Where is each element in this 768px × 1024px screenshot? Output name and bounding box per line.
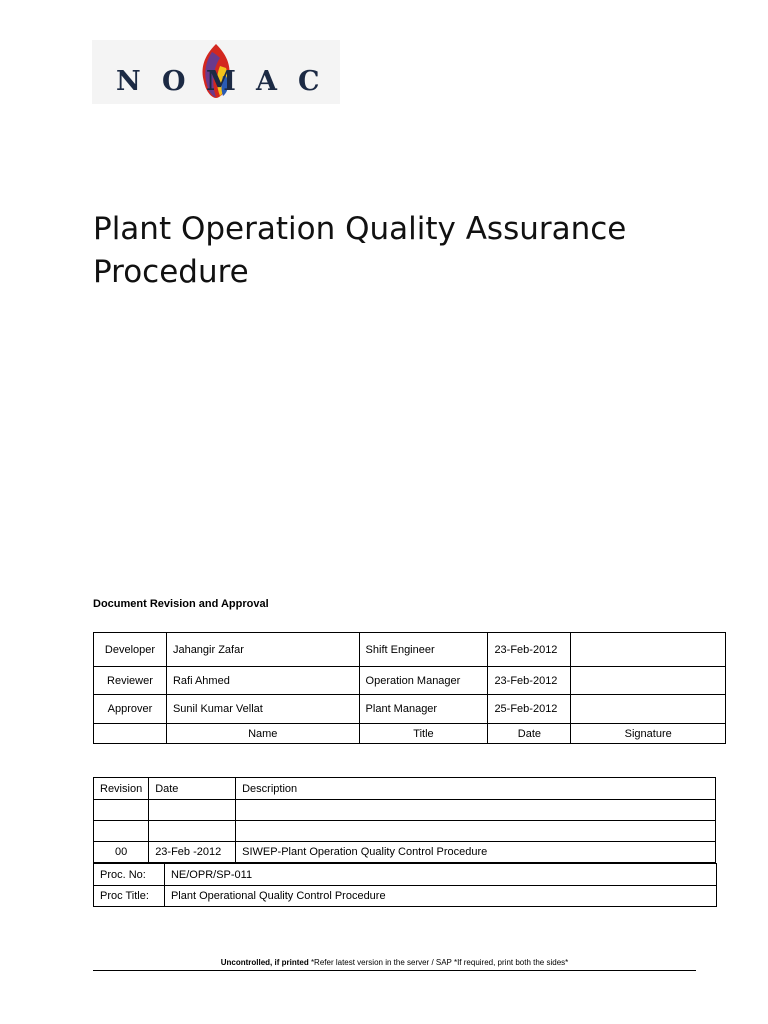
- footer-note: *Refer latest version in the server / SAP *If required, print both the sides*: [308, 958, 569, 967]
- proc-no-value: NE/OPR/SP-011: [164, 864, 716, 886]
- title-cell: Plant Manager: [359, 695, 488, 724]
- revision-cell: 00: [94, 842, 149, 863]
- logo-wordmark: [92, 40, 340, 104]
- name-cell: Rafi Ahmed: [166, 667, 359, 695]
- approval-table: [93, 632, 726, 744]
- revision-cell: [94, 821, 149, 842]
- procedure-info-table: [93, 863, 717, 907]
- label-name: Name: [166, 724, 359, 744]
- header-date: Date: [149, 778, 236, 800]
- empty-cell: [94, 724, 167, 744]
- revision-table: [93, 777, 716, 863]
- revision-cell: [94, 800, 149, 821]
- date-cell: 25-Feb-2012: [488, 695, 571, 724]
- approval-row-developer: [94, 633, 726, 667]
- date-cell: [149, 821, 236, 842]
- logo-letter: C: [298, 66, 320, 97]
- name-cell: Jahangir Zafar: [166, 633, 359, 667]
- proc-title-value: Plant Operational Quality Control Procedure: [164, 886, 716, 907]
- signature-cell: [571, 667, 726, 695]
- proc-no-row: [94, 864, 717, 886]
- approval-column-labels: [94, 724, 726, 744]
- page-footer: [93, 958, 696, 967]
- header-description: Description: [236, 778, 716, 800]
- revision-row: [94, 821, 716, 842]
- proc-no-label: Proc. No:: [94, 864, 165, 886]
- footer-uncontrolled: Uncontrolled, if printed: [220, 958, 309, 967]
- description-cell: SIWEP-Plant Operation Quality Control Procedure: [236, 842, 716, 863]
- signature-cell: [571, 633, 726, 667]
- document-title: [93, 208, 713, 294]
- signature-cell: [571, 695, 726, 724]
- approval-row-reviewer: [94, 667, 726, 695]
- role-cell: Approver: [94, 695, 167, 724]
- label-title: Title: [359, 724, 488, 744]
- nomac-logo: [92, 40, 340, 104]
- label-signature: Signature: [571, 724, 726, 744]
- date-cell: 23-Feb-2012: [488, 667, 571, 695]
- revision-header-row: [94, 778, 716, 800]
- approval-heading: Document Revision and Approval: [93, 598, 269, 610]
- role-cell: Reviewer: [94, 667, 167, 695]
- title-cell: Operation Manager: [359, 667, 488, 695]
- name-cell: Sunil Kumar Vellat: [166, 695, 359, 724]
- title-line-2: Procedure: [93, 254, 249, 290]
- logo-letter: O: [162, 66, 186, 97]
- title-cell: Shift Engineer: [359, 633, 488, 667]
- logo-letter: N: [116, 66, 141, 97]
- revision-row: [94, 800, 716, 821]
- approval-row-approver: [94, 695, 726, 724]
- logo-letter: A: [256, 66, 277, 97]
- description-cell: [236, 800, 716, 821]
- title-line-1: Plant Operation Quality Assurance: [93, 211, 627, 247]
- label-date: Date: [488, 724, 571, 744]
- role-cell: Developer: [94, 633, 167, 667]
- revision-row: [94, 842, 716, 863]
- date-cell: 23-Feb -2012: [149, 842, 236, 863]
- date-cell: [149, 800, 236, 821]
- proc-title-row: [94, 886, 717, 907]
- logo-letter: M: [206, 66, 236, 97]
- description-cell: [236, 821, 716, 842]
- footer-divider: [93, 970, 696, 971]
- header-revision: Revision: [94, 778, 149, 800]
- date-cell: 23-Feb-2012: [488, 633, 571, 667]
- proc-title-label: Proc Title:: [94, 886, 165, 907]
